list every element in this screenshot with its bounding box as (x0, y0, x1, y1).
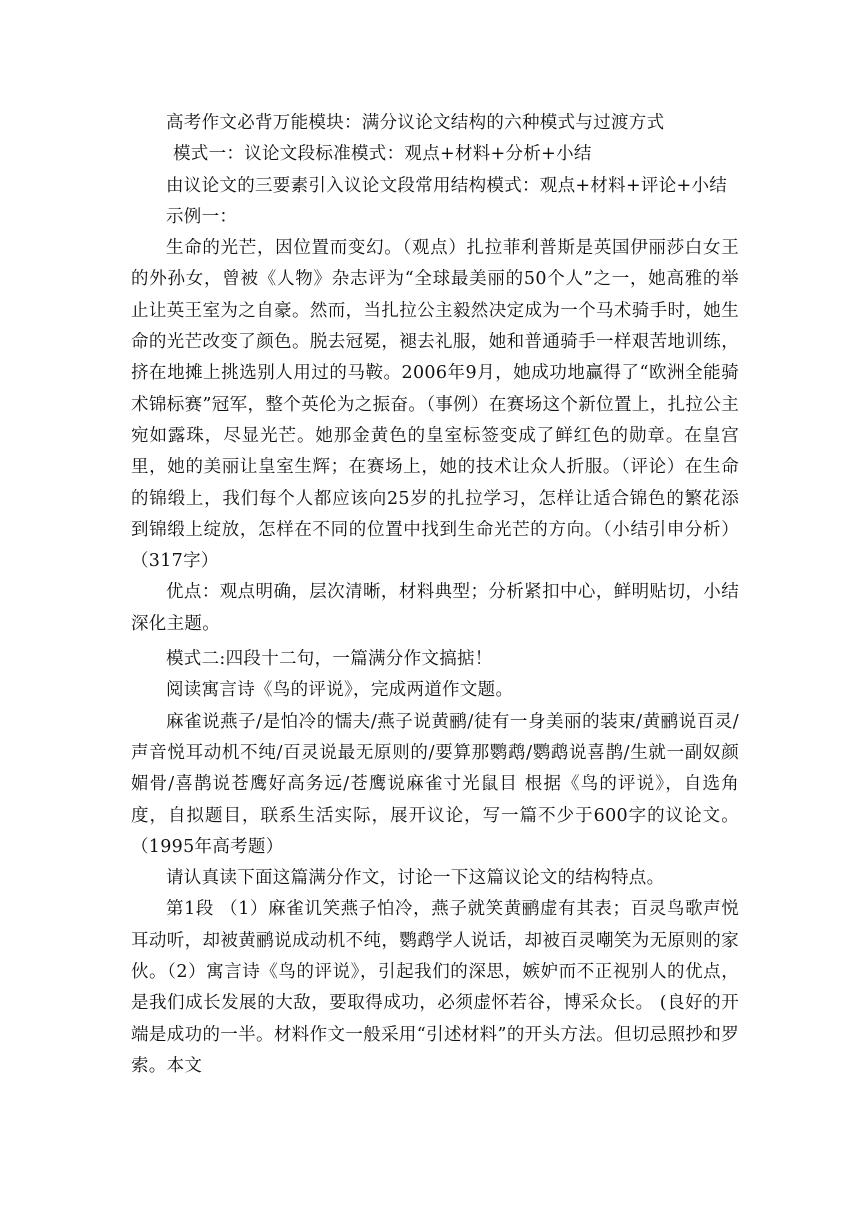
section1-paragraph: 第1段 （1）麻雀讥笑燕子怕冷，燕子就笑黄鹂虚有其表；百灵鸟歌声悦耳动听，却被黄鹂说成动机不纯，鹦鹉学人说话，却被百灵嘲笑为无原则的家伙。（2）寓言诗《鸟的评说》，引起我们的深思，嫉妒而不正视别人的优点，是我们成长发展的大敌，要取得成功，必须虚怀若谷，博采众长。 (良好的开端是成功的一半。材料作文一般采用“引述材料”的开头方法。但切忌照抄和罗索。本文 (131, 899, 739, 1076)
task-prompt: 请认真读下面这篇满分作文，讨论一下这篇议论文的结构特点。 (166, 868, 665, 889)
read-prompt: 阅读寓言诗《鸟的评说》，完成两道作文题。 (166, 680, 514, 701)
example-label: 示例一： (166, 206, 238, 227)
document-body (131, 108, 739, 1082)
poem-paragraph: 麻雀说燕子/是怕冷的懦夫/燕子说黄鹂/徒有一身美丽的装束/黄鹂说百灵/声音悦耳动机不纯/百灵说最无原则的/要算那鹦鹉/鹦鹉说喜鹊/生就一副奴颜媚骨/喜鹊说苍鹰好高务远/苍鹰说麻雀寸光鼠目 根据《鸟的评说》，自选角度，自拟题目，联系生活实际，展开议论，写一篇不少于600字的议论文。（1995年高考题） (131, 711, 739, 857)
document-title: 高考作文必背万能模块：满分议论文结构的六种模式与过渡方式 (166, 113, 665, 133)
merits-paragraph: 优点：观点明确，层次清晰，材料典型；分析紧扣中心，鲜明贴切，小结深化主题。 (131, 582, 739, 634)
intro-sentence: 由议论文的三要素引入议论文段常用结构模式：观点+材料+评论+小结 (166, 175, 728, 196)
example-paragraph: 生命的光芒，因位置而变幻。（观点）扎拉菲利普斯是英国伊丽莎白女王的外孙女，曾被《人物》杂志评为“全球最美丽的50个人”之一，她高雅的举止让英王室为之自豪。然而，当扎拉公主毅然决定成为一个马术骑手时，她生命的光芒改变了颜色。脱去冠冕，褪去礼服，她和普通骑手一样艰苦地训练，挤在地摊上挑选别人用过的马鞍。2006年9月，她成功地赢得了“欧洲全能骑术锦标赛”冠军，整个英伦为之振奋。（事例）在赛场这个新位置上，扎拉公主宛如露珠，尽显光芒。她那金黄色的皇室标签变成了鲜红色的勋章。在皇宫里，她的美丽让皇室生辉；在赛场上，她的技术让众人折服。（评论）在生命的锦缎上，我们每个人都应该向25岁的扎拉学习，怎样让适合锦色的繁花添到锦缎上绽放，怎样在不同的位置中找到生命光芒的方向。（小结引申分析）（317字） (131, 238, 739, 572)
mode2-heading: 模式二:四段十二句，一篇满分作文搞掂！ (166, 649, 493, 670)
mode1-heading: 模式一：议论文段标准模式：观点+材料+分析+小结 (173, 144, 592, 165)
